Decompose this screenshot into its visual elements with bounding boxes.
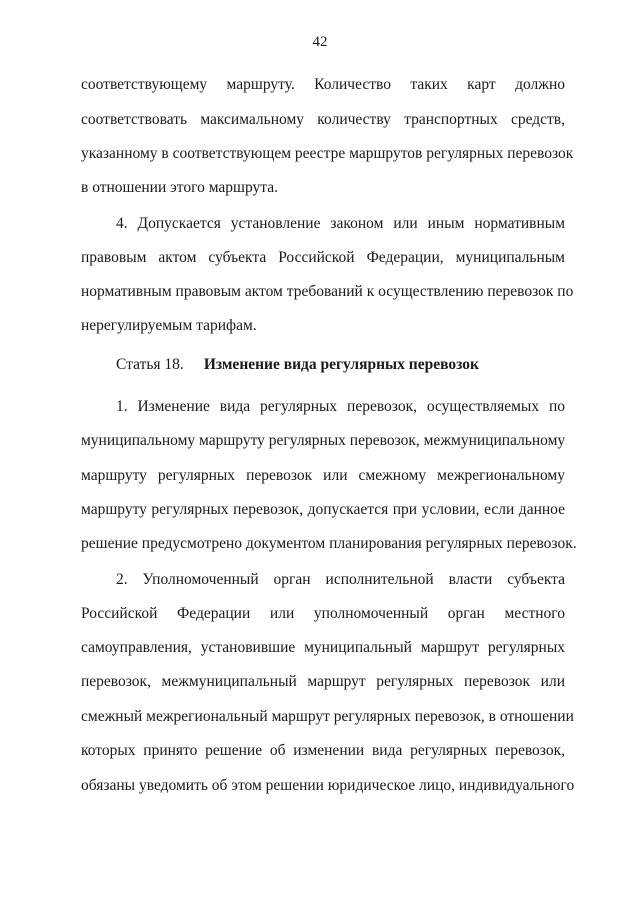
text-line: маршруту регулярных перевозок или смежному межрегиональному <box>81 467 565 484</box>
text-line: 4. Допускается установление законом или иным нормативным <box>116 215 565 232</box>
text-line: обязаны уведомить об этом решении юридическое лицо, индивидуального <box>81 777 575 794</box>
text-line: правовым актом субъекта Российской Федерации, муниципальным <box>81 249 565 266</box>
text-line: 2. Уполномоченный орган исполнительной власти субъекта <box>116 571 565 588</box>
text-line: решение предусмотрено документом планирования регулярных перевозок. <box>81 535 577 552</box>
text-line: соответствовать максимальному количеству транспортных средств, <box>81 111 565 128</box>
text-line: самоуправления, установившие муниципальный маршрут регулярных <box>81 639 565 656</box>
text-line: смежный межрегиональный маршрут регулярных перевозок, в отношении <box>81 708 574 725</box>
text-line: 1. Изменение вида регулярных перевозок, осуществляемых по <box>116 398 565 415</box>
text-line: которых принято решение об изменении вида регулярных перевозок, <box>81 742 565 759</box>
text-line: перевозок, межмуниципальный маршрут регулярных перевозок или <box>81 673 565 690</box>
text-line: маршруту регулярных перевозок, допускается при условии, если данное <box>81 501 565 518</box>
text-line: указанному в соответствующем реестре маршрутов регулярных перевозок <box>81 145 574 162</box>
text-line: в отношении этого маршрута. <box>81 179 278 196</box>
text-line: нормативным правовым актом требований к осуществлению перевозок по <box>81 283 574 300</box>
article-title: Изменение вида регулярных перевозок <box>203 356 479 373</box>
article-label: Статья 18. <box>116 356 184 373</box>
text-line: муниципальному маршруту регулярных перевозок, межмуниципальному <box>81 432 566 449</box>
article-heading <box>116 355 479 374</box>
text-line: нерегулируемым тарифам. <box>81 317 257 334</box>
text-line: соответствующему маршруту. Количество таких карт должно <box>81 76 565 93</box>
text-line: Российской Федерации или уполномоченный орган местного <box>81 605 565 622</box>
page-number: 42 <box>312 34 328 50</box>
